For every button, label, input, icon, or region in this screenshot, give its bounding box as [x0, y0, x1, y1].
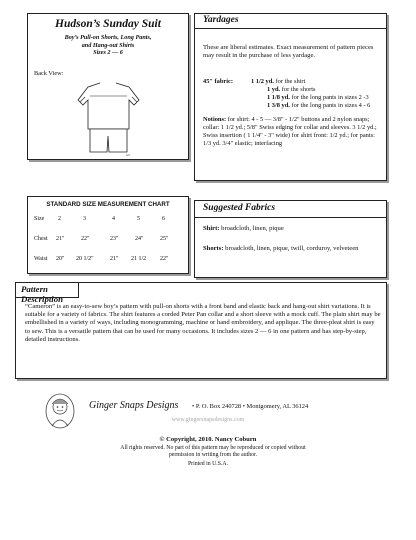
cell: 22" — [160, 256, 169, 262]
yardage-line-4: 1 3/8 yd. for the long pants in sizes 4 - 6 — [267, 102, 371, 109]
back-view-illustration — [28, 14, 190, 161]
measurement-chart-panel — [27, 196, 189, 274]
yardage-line-2: 1 yd. for the shorts — [267, 86, 316, 93]
description-heading: Pattern Description — [21, 284, 64, 304]
cell: 21 1/2 — [131, 256, 147, 262]
yardages-header — [195, 14, 386, 29]
cell: 3 — [83, 216, 86, 222]
pattern-title-panel — [27, 13, 189, 160]
cell: 24" — [135, 236, 144, 242]
cell: 2 — [58, 216, 61, 222]
pattern-subtitle-line-1: Boy’s Pull-on Shorts, Long Pants, — [64, 34, 152, 41]
brand-name: Ginger Snaps Designs — [89, 400, 179, 411]
cell: 20" — [56, 256, 65, 262]
girl-logo-icon — [43, 390, 77, 430]
fabric-width-label: 45" fabric: — [203, 78, 233, 85]
cell: 21" — [56, 236, 65, 242]
pattern-description-panel — [15, 282, 387, 379]
brand-address: • P. O. Box 240728 • Montgomery, AL 36124 — [192, 403, 309, 410]
pattern-description-text: “Cameron” is an easy-to-sew boy’s pattern with pull-on shorts with a front band and elastic back and hang-out shirt variations. It is suitable for a variety of fabrics. The shirt features a corded Peter Pan collar and a short sleeve with a mock cuff. The plain shirt may be embellished in a variety of ways, including monogramming, machine or hand embroidery, and applique. The three-pleat shirt is easy to sew. This is a versatile pattern that can be used for many occasions. It includes sizes 2 — 6 in one pattern and has step-by-step, detailed instructions. — [25, 303, 381, 343]
cell: 21" — [110, 256, 119, 262]
website-watermark: www.gingersnapsdesigns.com — [171, 417, 245, 423]
yardages-heading: Yardages — [203, 15, 239, 25]
fabrics-header — [195, 201, 386, 218]
copyright: © Copyright, 2010. Nancy Coburn — [159, 436, 257, 443]
description-header — [16, 283, 79, 304]
yardage-line-1: 1 1/2 yd. for the shirt — [251, 78, 306, 85]
yardages-panel — [194, 13, 387, 181]
yardage-line-3: 1 1/8 yd. for the long pants in sizes 2 -3 — [267, 94, 369, 101]
cell: 6 — [162, 216, 165, 222]
fabric-shorts: Shorts: broadcloth, linen, pique, twill, corduroy, velveteen — [203, 245, 359, 252]
back-view-mark: left — [126, 153, 131, 157]
cell: 4 — [112, 216, 115, 222]
measurement-chart-title: STANDARD SIZE MEASUREMENT CHART — [46, 201, 170, 208]
yardages-intro: These are liberal estimates. Exact measurement of pattern pieces may result in the purchase of less yardage. — [203, 44, 374, 60]
cell: 23" — [110, 236, 119, 242]
row-label: Size — [34, 216, 45, 222]
cell: 5 — [137, 216, 140, 222]
fabric-shirt: Shirt: broadcloth, linen, pique — [203, 225, 284, 232]
row-label: Waist — [34, 256, 48, 262]
row-label: Chest — [34, 236, 48, 242]
rights-notice: All rights reserved. No part of this pattern may be reproduced or copied without permission in writing from the author. — [120, 445, 306, 458]
cell: 22" — [81, 236, 90, 242]
notions-text: Notions: for shirt: 4 - 5 — 3/8" - 1/2" buttons and 2 nylon snaps; collar: 1 1/2 yd.; 5/8" Swiss edging for collar and sleeves. 3 1/2 yd.; Swiss insertion ( 1 1/4" - 3" wide) for shirt front: 1/2 yd.; for pants: 1/3 yd. 3/4" elastic; interfacing — [203, 116, 377, 147]
pattern-subtitle-line-2: and Hang-out Shirts — [81, 41, 135, 49]
cell: 25" — [160, 236, 169, 242]
back-view-label: Back View: — [34, 70, 64, 77]
printed-in: Printed in U.S.A. — [187, 461, 229, 467]
cell: 20 1/2" — [76, 256, 94, 262]
fabrics-heading: Suggested Fabrics — [203, 203, 276, 213]
pattern-title: Hudson’s Sunday Suit — [55, 18, 161, 30]
pattern-subtitle-line-3: Sizes 2 — 6 — [93, 49, 123, 57]
suggested-fabrics-panel — [194, 200, 387, 278]
